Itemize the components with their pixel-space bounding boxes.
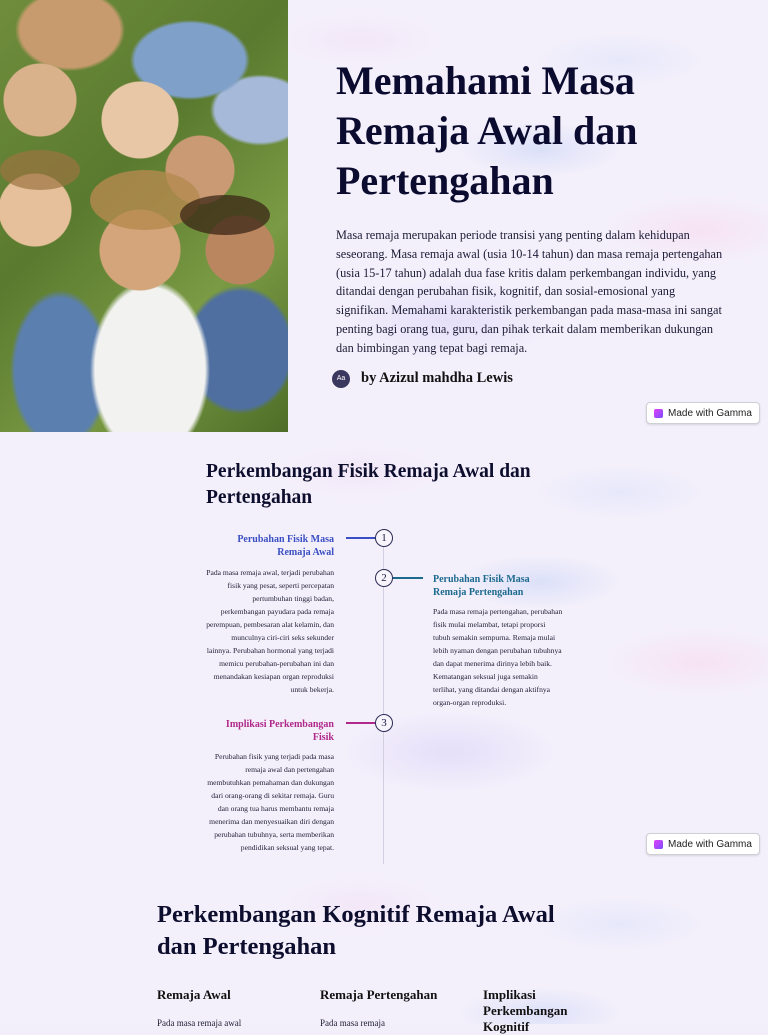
gamma-logo-icon [654, 840, 663, 849]
slide-title [0, 0, 768, 432]
timeline-node-3: 3 [375, 714, 393, 732]
avatar: Aa [332, 370, 350, 388]
column-heading-middle: Remaja Pertengahan [320, 987, 438, 1002]
column-body-middle: Pada masa remaja [320, 1018, 385, 1028]
gamma-logo-icon [654, 409, 663, 418]
timeline-item-1-heading: Perubahan Fisik Masa Remaja Awal [237, 534, 334, 558]
slide-cognitive-development [0, 864, 768, 1034]
column-heading-early: Remaja Awal [157, 987, 231, 1002]
author-row [336, 370, 728, 388]
timeline-connector [346, 722, 376, 724]
page-title: Memahami Masa Remaja Awal dan Pertengahan [336, 58, 638, 203]
timeline-item-2-body: Pada masa remaja pertengahan, perubahan fisik mulai melambat, tetapi proporsi tubuh semakin sempurna. Remaja mulai lebih nyaman dengan perubahan tubuhnya dan dapat menerima dirinya lebih baik. Kematangan seksual juga semakin terlihat, yang ditandai dengan aktifnya organ-organ reproduksi. [433, 607, 563, 707]
badge-label: Made with Gamma [668, 838, 752, 850]
author-name: by Azizul mahdha Lewis [361, 370, 513, 387]
hero-photo [0, 0, 288, 432]
section-title: Perkembangan Fisik Remaja Awal dan Pertengahan [206, 461, 531, 508]
intro-paragraph: Masa remaja merupakan periode transisi yang penting dalam kehidupan seseorang. Masa remaja awal (usia 10-14 tahun) dan masa remaja pertengahan (usia 15-17 tahun) adalah dua fase kritis dalam perkembangan individu, yang ditandai dengan perubahan fisik, kognitif, dan sosial-emosional yang signifikan. Memahami karakteristik perkembangan pada masa-masa ini sangat penting bagi orang tua, guru, dan pihak terkait dalam memberikan dukungan dan bimbingan yang tepat bagi remaja. [336, 228, 723, 355]
timeline-connector [393, 577, 423, 579]
column-body-early: Pada masa remaja awal [157, 1018, 242, 1028]
section-title: Perkembangan Kognitif Remaja Awal dan Pertengahan [157, 901, 555, 960]
slide-physical-development [0, 432, 768, 864]
timeline-node-1: 1 [375, 529, 393, 547]
made-with-gamma-button[interactable] [646, 833, 760, 855]
timeline-item-2-heading: Perubahan Fisik Masa Remaja Pertengahan [433, 574, 530, 598]
timeline-node-2: 2 [375, 569, 393, 587]
timeline-item-3-body: Perubahan fisik yang terjadi pada masa remaja awal dan pertengahan membutuhkan pemahaman dan dukungan dari orang-orang di sekitar remaja. Guru dan orang tua harus membantu remaja menerima dan menyesuaikan diri dengan perubahan tubuhnya, serta memberikan pendidikan seksual yang tepat. [207, 752, 334, 852]
timeline-item-3-heading: Implikasi Perkembangan Fisik [225, 719, 334, 743]
made-with-gamma-button[interactable] [646, 402, 760, 424]
column-heading-implications: Implikasi Perkembangan Kognitif [483, 987, 568, 1034]
badge-label: Made with Gamma [668, 407, 752, 419]
timeline-connector [346, 537, 376, 539]
timeline-item-1-body: Pada masa remaja awal, terjadi perubahan fisik yang pesat, seperti percepatan pertumbuhan tinggi badan, perkembangan payudara pada remaja perempuan, pembesaran alat kelamin, dan munculnya ciri-ciri seks sekunder lainnya. Perubahan hormonal yang terjadi memicu perubahan-perubahan ini dan menandakan kesiapan organ reproduksi untuk bekerja. [206, 568, 334, 694]
hero-content [336, 56, 728, 388]
